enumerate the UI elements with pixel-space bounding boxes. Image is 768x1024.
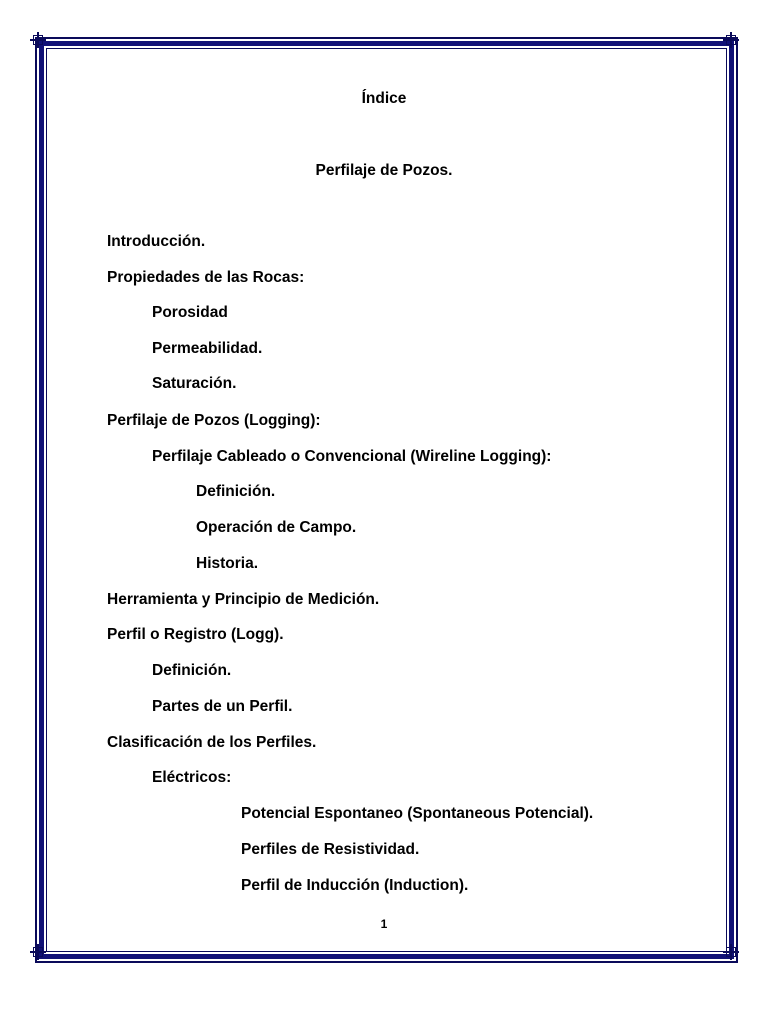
index-heading: Índice <box>361 90 407 107</box>
toc-entry: Herramienta y Principio de Medición. <box>107 591 380 608</box>
toc-entry: Clasificación de los Perfiles. <box>107 734 317 751</box>
document-title: Perfilaje de Pozos. <box>315 162 453 179</box>
toc-entry: Perfilaje de Pozos (Logging): <box>107 412 321 429</box>
toc-entry: Perfil de Inducción (Induction). <box>241 877 469 894</box>
toc-entry: Saturación. <box>152 375 237 392</box>
toc-entry: Definición. <box>196 483 276 500</box>
toc-entry: Partes de un Perfil. <box>152 698 293 715</box>
toc-entry: Operación de Campo. <box>196 519 357 536</box>
toc-entry: Eléctricos: <box>152 769 232 786</box>
page-number: 1 <box>380 917 388 931</box>
toc-entry: Porosidad <box>152 304 228 321</box>
toc-entry: Introducción. <box>107 233 206 250</box>
toc-entry: Historia. <box>196 555 259 572</box>
toc-entry: Perfilaje Cableado o Convencional (Wireline Logging): <box>152 448 552 465</box>
toc-entry: Definición. <box>152 662 232 679</box>
toc-entry: Perfiles de Resistividad. <box>241 841 420 858</box>
toc-entry: Potencial Espontaneo (Spontaneous Potencial). <box>241 805 594 822</box>
toc-entry: Permeabilidad. <box>152 340 263 357</box>
toc-entry: Perfil o Registro (Logg). <box>107 626 284 643</box>
toc-entry: Propiedades de las Rocas: <box>107 269 305 286</box>
